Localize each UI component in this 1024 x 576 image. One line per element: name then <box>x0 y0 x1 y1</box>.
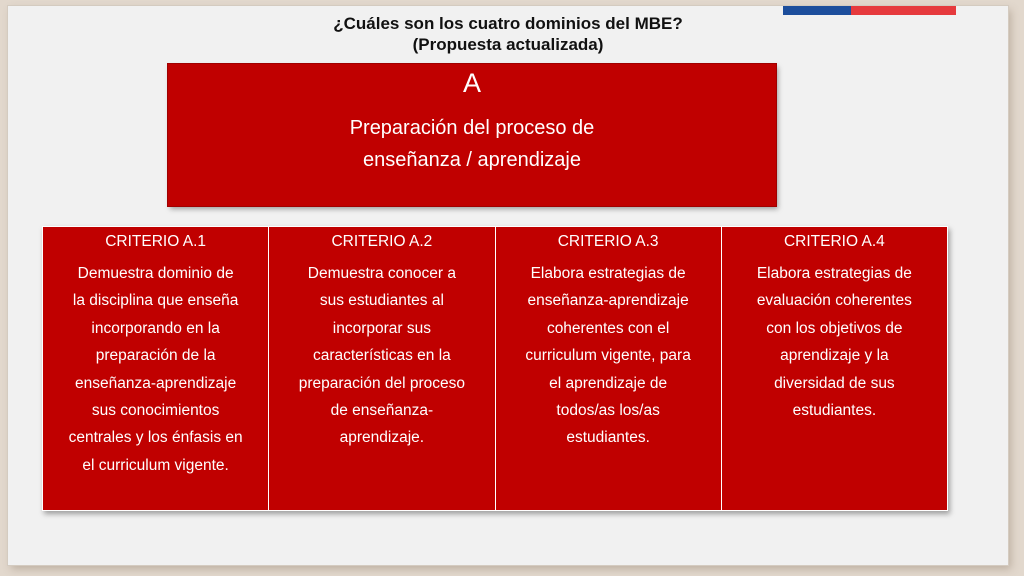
criterion-text-line: enseñanza-aprendizaje <box>75 374 237 392</box>
criterion-label: CRITERIO A.4 <box>783 233 885 250</box>
criterion-text-line: curriculum vigente, para <box>525 347 691 365</box>
criterion-text-line: Elabora estrategias de <box>756 265 912 282</box>
criterion-text-line: el aprendizaje de <box>549 374 668 392</box>
criterion-text-line: Demuestra conocer a <box>307 265 456 282</box>
criterion-text-line: enseñanza-aprendizaje <box>527 292 689 310</box>
criterion-text-line: preparación del proceso <box>298 374 466 392</box>
criterion-text-line: centrales y los énfasis en <box>68 429 243 447</box>
criterion-text-line: con los objetivos de <box>766 319 903 337</box>
criterion-label: CRITERIO A.3 <box>557 233 659 250</box>
criterion-label: CRITERIO A.2 <box>331 233 433 250</box>
slide <box>8 6 1008 565</box>
title-line-1: ¿Cuáles son los cuatro dominios del MBE? <box>333 14 683 33</box>
criterion-text-line: el curriculum vigente. <box>82 456 229 474</box>
criterion-text-line: evaluación coherentes <box>756 292 912 310</box>
domain-name-line-1: Preparación del proceso de <box>349 117 595 139</box>
domain-letter: A <box>462 68 481 98</box>
criterion-a4-cell <box>721 227 947 511</box>
criterion-text-line: características en la <box>312 347 451 365</box>
criterion-a2-cell <box>269 227 495 511</box>
criterion-text-line: coherentes con el <box>546 319 670 337</box>
criterion-text-line: aprendizaje y la <box>780 347 889 365</box>
criterion-a3-cell <box>495 227 721 511</box>
criterion-text-line: preparación de la <box>95 347 216 365</box>
criterion-text-line: de enseñanza- <box>330 402 434 420</box>
criterion-text-line: estudiantes. <box>792 402 877 420</box>
criteria-row <box>43 227 948 511</box>
criterion-text-line: incorporar sus <box>332 319 431 337</box>
criterion-label: CRITERIO A.1 <box>105 233 207 250</box>
criterion-text-line: la disciplina que enseña <box>72 292 239 310</box>
criterion-text-line: sus conocimientos <box>91 402 220 420</box>
criterion-text-line: Elabora estrategias de <box>530 265 686 282</box>
criteria-table <box>42 226 948 511</box>
criterion-text-line: incorporando en la <box>91 319 220 337</box>
criterion-text-line: todos/as los/as <box>556 402 660 420</box>
criterion-a1-cell <box>43 227 269 511</box>
criterion-text-line: Demuestra dominio de <box>77 265 234 282</box>
domain-name-line-2: enseñanza / aprendizaje <box>363 149 581 171</box>
domain-box <box>168 64 776 206</box>
criterion-text-line: diversidad de sus <box>774 374 895 392</box>
criterion-text-line: aprendizaje. <box>339 429 425 447</box>
slide-title <box>8 13 1008 55</box>
criterion-text-line: sus estudiantes al <box>319 292 444 310</box>
domain-name <box>168 112 776 176</box>
criterion-text-line: estudiantes. <box>566 429 650 447</box>
title-line-2: (Propuesta actualizada) <box>412 35 604 54</box>
